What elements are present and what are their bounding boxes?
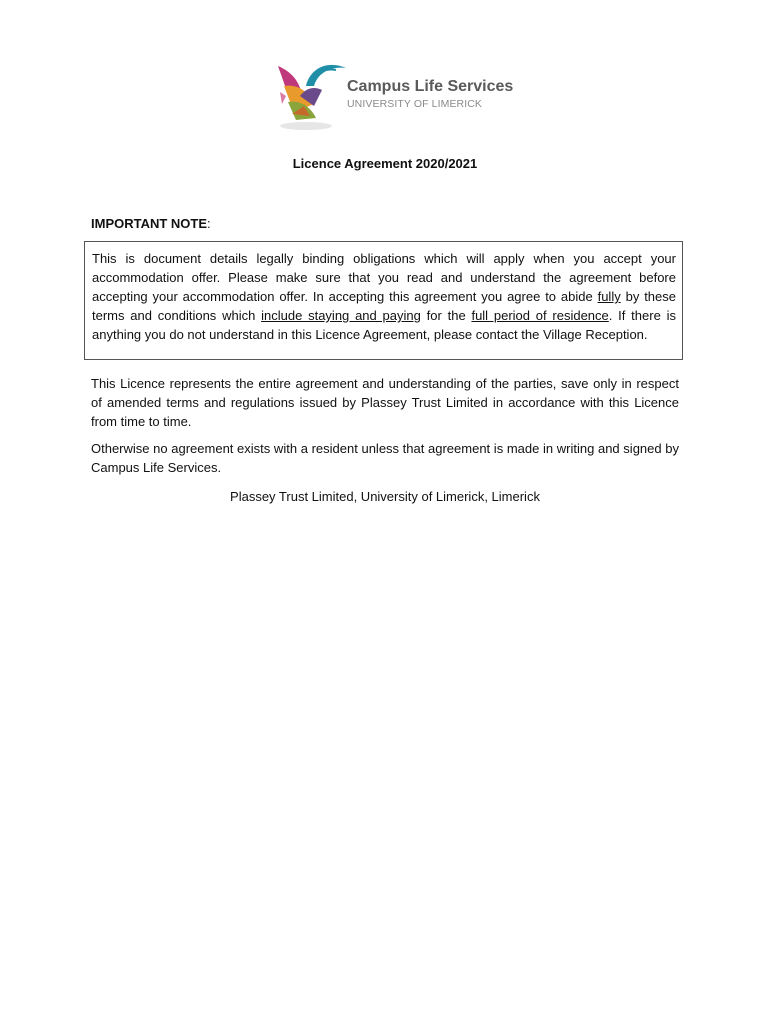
note-underline-full-period: full period of residence: [471, 308, 609, 323]
logo-subtitle: UNIVERSITY OF LIMERICK: [347, 98, 483, 110]
note-text-3: for the: [420, 308, 472, 323]
note-text-2: by these terms and conditions which: [92, 289, 676, 323]
important-note-heading: [91, 216, 211, 231]
important-note-label: IMPORTANT NOTE: [91, 216, 208, 231]
document-title: Licence Agreement 2020/2021: [292, 156, 478, 171]
no-other-agreement-paragraph: Otherwise no agreement exists with a resident unless that agreement is made in writing and signed by Campus Life Services.: [91, 441, 679, 475]
signoff-line: Plassey Trust Limited, University of Limerick, Limerick: [230, 489, 540, 504]
campus-life-services-logo: [270, 56, 514, 134]
note-underline-staying-paying: include staying and paying: [261, 308, 421, 323]
note-text-1: This is document details legally binding obligations which will apply when you accept your accommodation offer. Please make sure that you read and understand the agreement before accepting your accommodation offer. In accepting this agreement you agree to abide: [92, 251, 676, 304]
logo-emblem-icon: [270, 56, 348, 134]
important-note-box: [84, 241, 683, 360]
important-note-colon: :: [207, 216, 211, 231]
note-text-4: . If there is anything you do not understand in this Licence Agreement, please contact the Village Reception.: [92, 308, 676, 342]
note-underline-fully: fully: [597, 289, 621, 304]
entire-agreement-paragraph: This Licence represents the entire agreement and understanding of the parties, save only in respect of amended terms and regulations issued by Plassey Trust Limited in accordance with this Licence from time to time.: [91, 376, 679, 429]
logo-title: Campus Life Services: [347, 78, 514, 95]
